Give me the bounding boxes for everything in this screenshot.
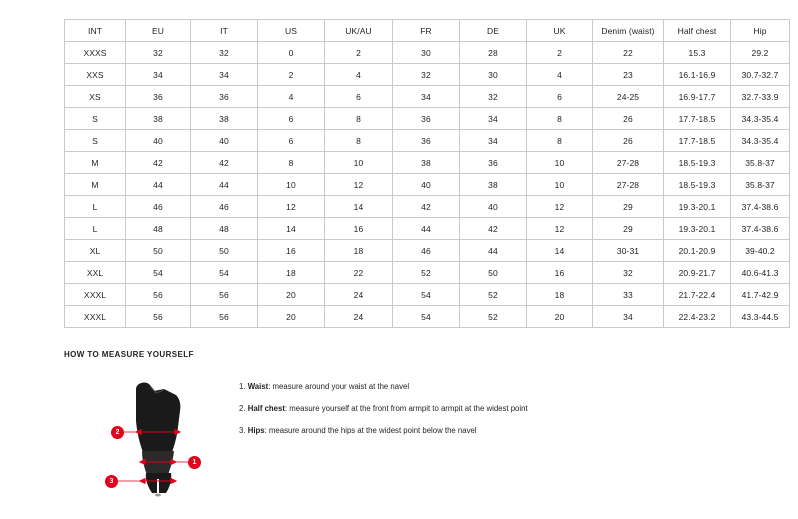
cell-de: 34 xyxy=(460,130,527,152)
cell-fr: 54 xyxy=(393,306,460,328)
cell-us: 6 xyxy=(258,108,325,130)
cell-uk: 14 xyxy=(527,240,593,262)
cell-denim-waist: 27-28 xyxy=(593,174,664,196)
cell-eu: 38 xyxy=(126,108,191,130)
cell-hip: 35.8-37 xyxy=(731,174,790,196)
column-header-it: IT xyxy=(191,20,258,42)
cell-us: 0 xyxy=(258,42,325,64)
column-header-eu: EU xyxy=(126,20,191,42)
cell-denim-waist: 23 xyxy=(593,64,664,86)
cell-uk: 8 xyxy=(527,130,593,152)
column-header-int: INT xyxy=(65,20,126,42)
measure-note-term: Hips xyxy=(247,426,265,435)
cell-it: 46 xyxy=(191,196,258,218)
cell-uk-au: 14 xyxy=(325,196,393,218)
cell-fr: 54 xyxy=(393,284,460,306)
cell-it: 40 xyxy=(191,130,258,152)
cell-uk-au: 16 xyxy=(325,218,393,240)
cell-fr: 46 xyxy=(393,240,460,262)
cell-hip: 37.4-38.6 xyxy=(731,218,790,240)
cell-uk-au: 10 xyxy=(325,152,393,174)
column-header-us: US xyxy=(258,20,325,42)
cell-us: 8 xyxy=(258,152,325,174)
cell-denim-waist: 29 xyxy=(593,196,664,218)
cell-uk: 18 xyxy=(527,284,593,306)
cell-hip: 32.7-33.9 xyxy=(731,86,790,108)
column-header-uk-au: UK/AU xyxy=(325,20,393,42)
cell-eu: 56 xyxy=(126,306,191,328)
cell-uk-au: 8 xyxy=(325,130,393,152)
cell-fr: 36 xyxy=(393,130,460,152)
cell-eu: 56 xyxy=(126,284,191,306)
measure-badge-2: 2 xyxy=(111,426,124,439)
table-row xyxy=(65,86,790,108)
cell-fr: 52 xyxy=(393,262,460,284)
cell-half-chest: 17.7-18.5 xyxy=(664,108,731,130)
cell-us: 2 xyxy=(258,64,325,86)
table-row xyxy=(65,174,790,196)
cell-de: 40 xyxy=(460,196,527,218)
table-row xyxy=(65,284,790,306)
cell-eu: 42 xyxy=(126,152,191,174)
cell-denim-waist: 33 xyxy=(593,284,664,306)
cell-hip: 30.7-32.7 xyxy=(731,64,790,86)
measure-notes-list xyxy=(239,381,759,447)
cell-us: 20 xyxy=(258,284,325,306)
cell-uk: 12 xyxy=(527,196,593,218)
cell-hip: 43.3-44.5 xyxy=(731,306,790,328)
table-row xyxy=(65,196,790,218)
cell-it: 42 xyxy=(191,152,258,174)
cell-it: 56 xyxy=(191,284,258,306)
table-row xyxy=(65,64,790,86)
how-to-measure-section xyxy=(64,350,764,485)
cell-denim-waist: 24-25 xyxy=(593,86,664,108)
cell-fr: 36 xyxy=(393,108,460,130)
cell-uk: 16 xyxy=(527,262,593,284)
cell-uk-au: 6 xyxy=(325,86,393,108)
table-header-row xyxy=(65,20,790,42)
cell-uk-au: 12 xyxy=(325,174,393,196)
cell-half-chest: 19.3-20.1 xyxy=(664,218,731,240)
cell-eu: 46 xyxy=(126,196,191,218)
cell-denim-waist: 27-28 xyxy=(593,152,664,174)
measure-note-hips xyxy=(239,425,759,436)
cell-de: 52 xyxy=(460,306,527,328)
cell-it: 48 xyxy=(191,218,258,240)
table-row xyxy=(65,262,790,284)
cell-uk: 4 xyxy=(527,64,593,86)
cell-half-chest: 22.4-23.2 xyxy=(664,306,731,328)
cell-eu: 36 xyxy=(126,86,191,108)
cell-us: 14 xyxy=(258,218,325,240)
size-chart-table xyxy=(64,19,790,328)
cell-eu: 32 xyxy=(126,42,191,64)
cell-hip: 39-40.2 xyxy=(731,240,790,262)
how-to-measure-title: HOW TO MEASURE YOURSELF xyxy=(64,350,194,359)
cell-it: 34 xyxy=(191,64,258,86)
table-row xyxy=(65,306,790,328)
table-row xyxy=(65,108,790,130)
cell-it: 50 xyxy=(191,240,258,262)
cell-us: 12 xyxy=(258,196,325,218)
cell-it: 32 xyxy=(191,42,258,64)
cell-int: XXXL xyxy=(65,284,126,306)
cell-us: 20 xyxy=(258,306,325,328)
measure-note-number: 2. xyxy=(239,404,246,413)
cell-uk-au: 4 xyxy=(325,64,393,86)
cell-half-chest: 16.9-17.7 xyxy=(664,86,731,108)
cell-denim-waist: 29 xyxy=(593,218,664,240)
column-header-hip: Hip xyxy=(731,20,790,42)
cell-eu: 48 xyxy=(126,218,191,240)
table-row xyxy=(65,130,790,152)
cell-int: L xyxy=(65,196,126,218)
cell-uk-au: 24 xyxy=(325,306,393,328)
measure-note-waist xyxy=(239,381,759,392)
cell-de: 28 xyxy=(460,42,527,64)
cell-it: 56 xyxy=(191,306,258,328)
cell-fr: 40 xyxy=(393,174,460,196)
measure-note-text: : measure yourself at the front from armpit to armpit at the widest point xyxy=(284,404,528,413)
cell-it: 38 xyxy=(191,108,258,130)
cell-uk: 10 xyxy=(527,152,593,174)
measure-badge-1: 1 xyxy=(188,456,201,469)
cell-fr: 42 xyxy=(393,196,460,218)
column-header-uk: UK xyxy=(527,20,593,42)
cell-half-chest: 19.3-20.1 xyxy=(664,196,731,218)
table-row xyxy=(65,42,790,64)
cell-de: 42 xyxy=(460,218,527,240)
measure-badge-3: 3 xyxy=(105,475,118,488)
cell-uk: 12 xyxy=(527,218,593,240)
cell-int: XXS xyxy=(65,64,126,86)
cell-us: 18 xyxy=(258,262,325,284)
cell-uk: 10 xyxy=(527,174,593,196)
cell-uk-au: 8 xyxy=(325,108,393,130)
cell-hip: 41.7-42.9 xyxy=(731,284,790,306)
cell-uk: 2 xyxy=(527,42,593,64)
cell-hip: 34.3-35.4 xyxy=(731,108,790,130)
cell-it: 36 xyxy=(191,86,258,108)
column-header-de: DE xyxy=(460,20,527,42)
cell-denim-waist: 26 xyxy=(593,130,664,152)
cell-uk-au: 18 xyxy=(325,240,393,262)
cell-int: S xyxy=(65,108,126,130)
table-row xyxy=(65,240,790,262)
cell-int: M xyxy=(65,174,126,196)
cell-half-chest: 15.3 xyxy=(664,42,731,64)
cell-int: L xyxy=(65,218,126,240)
cell-half-chest: 20.1-20.9 xyxy=(664,240,731,262)
cell-half-chest: 17.7-18.5 xyxy=(664,130,731,152)
cell-fr: 30 xyxy=(393,42,460,64)
cell-it: 44 xyxy=(191,174,258,196)
cell-half-chest: 18.5-19.3 xyxy=(664,152,731,174)
size-table-container xyxy=(64,19,779,328)
cell-uk: 8 xyxy=(527,108,593,130)
measure-note-text: : measure around your waist at the navel xyxy=(268,382,410,391)
cell-hip: 37.4-38.6 xyxy=(731,196,790,218)
cell-de: 50 xyxy=(460,262,527,284)
table-row xyxy=(65,218,790,240)
table-body xyxy=(65,42,790,328)
cell-hip: 40.6-41.3 xyxy=(731,262,790,284)
cell-us: 10 xyxy=(258,174,325,196)
measure-note-half-chest xyxy=(239,403,759,414)
table-header xyxy=(65,20,790,42)
cell-half-chest: 21.7-22.4 xyxy=(664,284,731,306)
cell-eu: 54 xyxy=(126,262,191,284)
cell-de: 44 xyxy=(460,240,527,262)
measure-note-term: Waist xyxy=(247,382,269,391)
cell-us: 6 xyxy=(258,130,325,152)
cell-int: XXL xyxy=(65,262,126,284)
cell-eu: 50 xyxy=(126,240,191,262)
cell-denim-waist: 30-31 xyxy=(593,240,664,262)
cell-denim-waist: 34 xyxy=(593,306,664,328)
cell-half-chest: 16.1-16.9 xyxy=(664,64,731,86)
cell-eu: 34 xyxy=(126,64,191,86)
cell-de: 34 xyxy=(460,108,527,130)
cell-half-chest: 18.5-19.3 xyxy=(664,174,731,196)
cell-hip: 29.2 xyxy=(731,42,790,64)
cell-hip: 35.8-37 xyxy=(731,152,790,174)
cell-eu: 40 xyxy=(126,130,191,152)
measure-note-text: : measure around the hips at the widest point below the navel xyxy=(264,426,477,435)
measure-note-number: 3. xyxy=(239,426,246,435)
cell-uk-au: 22 xyxy=(325,262,393,284)
cell-fr: 32 xyxy=(393,64,460,86)
cell-de: 38 xyxy=(460,174,527,196)
cell-int: S xyxy=(65,130,126,152)
cell-uk: 6 xyxy=(527,86,593,108)
cell-uk: 20 xyxy=(527,306,593,328)
cell-fr: 34 xyxy=(393,86,460,108)
cell-fr: 44 xyxy=(393,218,460,240)
cell-int: M xyxy=(65,152,126,174)
cell-int: XXXL xyxy=(65,306,126,328)
cell-eu: 44 xyxy=(126,174,191,196)
cell-us: 16 xyxy=(258,240,325,262)
column-header-half-chest: Half chest xyxy=(664,20,731,42)
cell-int: XS xyxy=(65,86,126,108)
cell-denim-waist: 26 xyxy=(593,108,664,130)
cell-de: 32 xyxy=(460,86,527,108)
cell-uk-au: 2 xyxy=(325,42,393,64)
cell-fr: 38 xyxy=(393,152,460,174)
table-row xyxy=(65,152,790,174)
column-header-denim-waist: Denim (waist) xyxy=(593,20,664,42)
mannequin-illustration xyxy=(84,375,234,495)
cell-it: 54 xyxy=(191,262,258,284)
measure-note-term: Half chest xyxy=(247,404,285,413)
cell-half-chest: 20.9-21.7 xyxy=(664,262,731,284)
cell-de: 36 xyxy=(460,152,527,174)
column-header-fr: FR xyxy=(393,20,460,42)
cell-denim-waist: 32 xyxy=(593,262,664,284)
cell-denim-waist: 22 xyxy=(593,42,664,64)
cell-hip: 34.3-35.4 xyxy=(731,130,790,152)
cell-uk-au: 24 xyxy=(325,284,393,306)
cell-int: XL xyxy=(65,240,126,262)
cell-de: 30 xyxy=(460,64,527,86)
cell-int: XXXS xyxy=(65,42,126,64)
cell-de: 52 xyxy=(460,284,527,306)
measure-note-number: 1. xyxy=(239,382,246,391)
cell-us: 4 xyxy=(258,86,325,108)
